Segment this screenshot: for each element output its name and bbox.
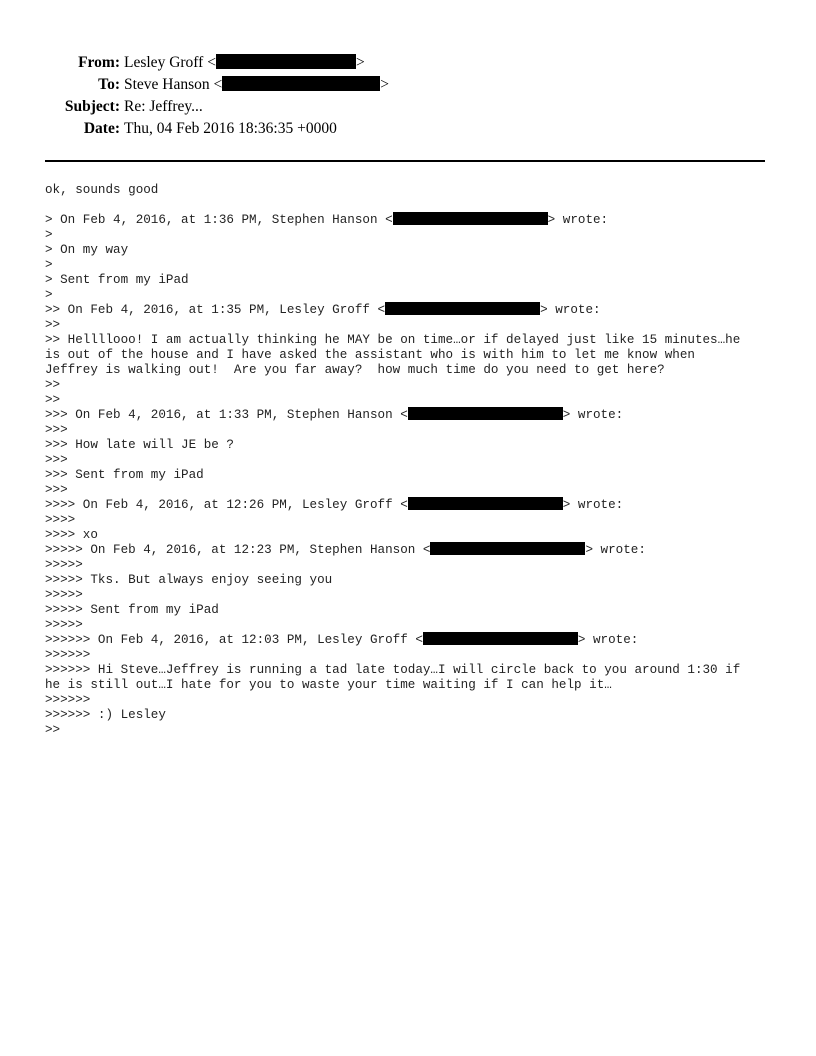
- quoted-line: >>>>>> Hi Steve…Jeffrey is running a tad late today…I will circle back to you around 1:30 if: [45, 663, 741, 677]
- redacted-email-block: [408, 497, 563, 510]
- quoted-line: >>>>> Tks. But always enjoy seeing you: [45, 573, 333, 587]
- quoted-line: >>>>>>: [45, 693, 91, 707]
- redacted-email-block: [423, 632, 578, 645]
- quoted-line: >>>> xo: [45, 528, 98, 542]
- blank-line: [45, 198, 775, 213]
- quoted-header-line: > On Feb 4, 2016, at 1:36 PM, Stephen Hanson < > wrote:: [45, 213, 609, 227]
- quoted-line: >>>>>: [45, 558, 83, 572]
- date-value: Thu, 04 Feb 2016 18:36:35 +0000: [124, 120, 337, 137]
- quoted-line: >>>>>: [45, 588, 83, 602]
- quoted-line: >>>>>> :) Lesley: [45, 708, 166, 722]
- quoted-line: >>>>>>: [45, 648, 91, 662]
- quoted-header-line: >>>>> On Feb 4, 2016, at 12:23 PM, Stephen Hanson < > wrote:: [45, 543, 646, 557]
- redacted-email-block: [408, 407, 563, 420]
- redacted-email-block: [216, 54, 356, 69]
- quoted-line: >>: [45, 393, 61, 407]
- quoted-line: >>>>>: [45, 618, 83, 632]
- redacted-email-block: [430, 542, 585, 555]
- quoted-line: he is still out…I hate for you to waste your time waiting if I can help it…: [45, 678, 612, 692]
- quoted-line: >>>>> Sent from my iPad: [45, 603, 219, 617]
- reply-line: ok, sounds good: [45, 183, 159, 197]
- to-value: Steve Hanson < >: [124, 76, 390, 93]
- quoted-line: >>>: [45, 423, 68, 437]
- redacted-email-block: [385, 302, 540, 315]
- redacted-email-block: [393, 212, 548, 225]
- quoted-line: >>>: [45, 453, 68, 467]
- date-label: Date:: [83, 120, 120, 137]
- subject-value: Re: Jeffrey...: [124, 98, 203, 115]
- quoted-line: >: [45, 228, 53, 242]
- quoted-line: Jeffrey is walking out! Are you far away? how much time do you need to get here?: [45, 363, 665, 377]
- quoted-line: >>>: [45, 483, 68, 497]
- quoted-line: is out of the house and I have asked the assistant who is with him to let me know when: [45, 348, 695, 362]
- quoted-line: >>: [45, 318, 61, 332]
- from-label: From:: [78, 54, 120, 71]
- header-divider: [45, 160, 765, 162]
- quoted-line: > On my way: [45, 243, 129, 257]
- redacted-email-block: [222, 76, 380, 91]
- subject-label: Subject:: [64, 98, 120, 115]
- quoted-line: >>>>: [45, 513, 76, 527]
- quoted-line: >: [45, 288, 53, 302]
- quoted-header-line: >>> On Feb 4, 2016, at 1:33 PM, Stephen Hanson < > wrote:: [45, 408, 624, 422]
- quoted-line: >>> Sent from my iPad: [45, 468, 204, 482]
- quoted-header-line: >> On Feb 4, 2016, at 1:35 PM, Lesley Groff < > wrote:: [45, 303, 601, 317]
- from-value: Lesley Groff < >: [124, 54, 365, 71]
- to-label: To:: [98, 76, 120, 93]
- quoted-header-line: >>>>>> On Feb 4, 2016, at 12:03 PM, Lesley Groff < > wrote:: [45, 633, 639, 647]
- quoted-line: >>> How late will JE be ?: [45, 438, 234, 452]
- quoted-line: >: [45, 258, 53, 272]
- quoted-line: >>: [45, 378, 61, 392]
- email-body: [45, 183, 775, 738]
- quoted-line: >> Hellllooo! I am actually thinking he MAY be on time…or if delayed just like 15 minutes…he: [45, 333, 741, 347]
- quoted-line: >>: [45, 723, 61, 737]
- quoted-line: > Sent from my iPad: [45, 273, 189, 287]
- quoted-header-line: >>>> On Feb 4, 2016, at 12:26 PM, Lesley Groff < > wrote:: [45, 498, 624, 512]
